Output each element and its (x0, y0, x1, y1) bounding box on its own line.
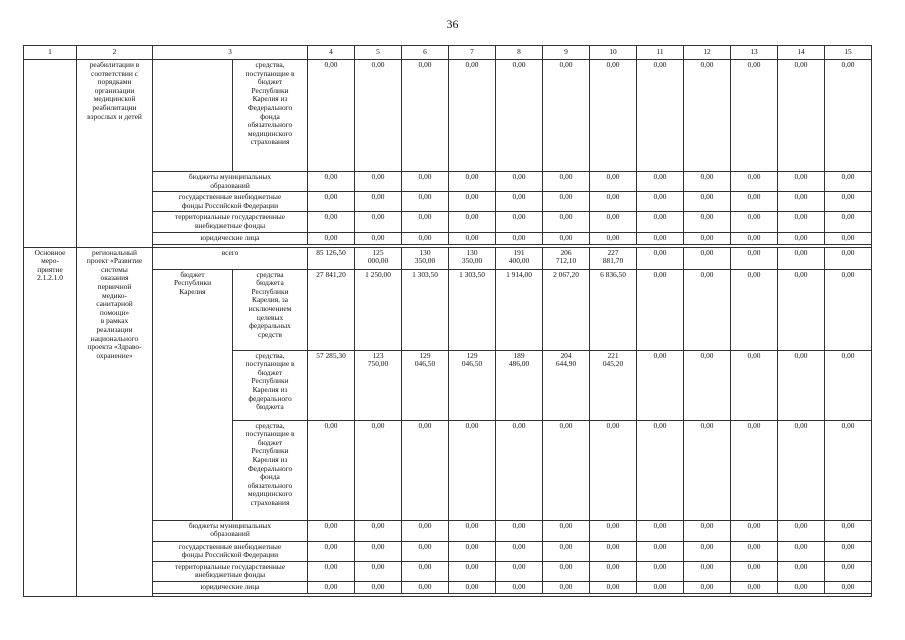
value-cell: 0,00 (449, 172, 496, 192)
value-cell: 0,00 (778, 247, 825, 269)
value-cell: 0,00 (496, 172, 543, 192)
value-cell: 0,00 (825, 520, 872, 541)
value-cell: 0,00 (590, 192, 637, 212)
value-cell: 129 046,50 (402, 350, 449, 420)
value-cell: 0,00 (684, 520, 731, 541)
value-cell: 0,00 (825, 172, 872, 192)
value-cell: 0,00 (449, 581, 496, 593)
value-cell: 0,00 (731, 172, 778, 192)
value-cell: 125 000,00 (355, 247, 402, 269)
value-cell: 1 914,00 (496, 269, 543, 350)
value-cell: 0,00 (590, 60, 637, 172)
empty-cell (153, 60, 233, 172)
measure-name: реабилитации в соответствии с порядками организации медицинской реабилитации взрослых и детей (77, 60, 153, 248)
value-cell: 123 750,00 (355, 350, 402, 420)
value-cell: 1 303,50 (449, 269, 496, 350)
value-cell: 0,00 (825, 232, 872, 244)
value-cell: 191 400,00 (496, 247, 543, 269)
value-cell: 0,00 (637, 581, 684, 593)
value-cell: 0,00 (402, 520, 449, 541)
value-cell: 0,00 (543, 520, 590, 541)
value-cell: 0,00 (355, 520, 402, 541)
value-cell: 0,00 (825, 247, 872, 269)
value-cell: 0,00 (684, 212, 731, 232)
value-cell: 0,00 (637, 60, 684, 172)
value-cell: 0,00 (778, 541, 825, 561)
value-cell: 0,00 (825, 212, 872, 232)
value-cell: 0,00 (825, 269, 872, 350)
value-cell: 0,00 (637, 541, 684, 561)
value-cell: 0,00 (590, 541, 637, 561)
value-cell: 0,00 (778, 581, 825, 593)
value-cell: 129 046,50 (449, 350, 496, 420)
empty-cell (153, 593, 872, 596)
source-label: средства бюджета Республики Карелия, за исключением целевых федеральных средств (233, 269, 308, 350)
value-cell: 0,00 (590, 420, 637, 520)
empty-cell (24, 60, 77, 248)
value-cell: 0,00 (825, 581, 872, 593)
value-cell: 0,00 (355, 192, 402, 212)
value-cell: 0,00 (355, 172, 402, 192)
value-cell: 0,00 (355, 232, 402, 244)
column-header: 10 (590, 46, 637, 60)
value-cell: 0,00 (402, 60, 449, 172)
column-header: 2 (77, 46, 153, 60)
value-cell: 204 644,90 (543, 350, 590, 420)
value-cell: 0,00 (778, 192, 825, 212)
value-cell: 0,00 (496, 232, 543, 244)
value-cell: 0,00 (778, 269, 825, 350)
value-cell: 0,00 (449, 60, 496, 172)
budget-table (23, 45, 872, 597)
value-cell: 0,00 (731, 269, 778, 350)
value-cell: 0,00 (731, 60, 778, 172)
value-cell: 0,00 (449, 212, 496, 232)
value-cell: 0,00 (825, 350, 872, 420)
value-cell: 0,00 (496, 192, 543, 212)
value-cell: 0,00 (308, 212, 355, 232)
source-label: территориальные государственные внебюджетные фонды (153, 561, 308, 581)
value-cell: 0,00 (731, 247, 778, 269)
value-cell: 0,00 (731, 212, 778, 232)
value-cell: 57 285,30 (308, 350, 355, 420)
value-cell: 0,00 (684, 60, 731, 172)
column-header: 1 (24, 46, 77, 60)
column-header: 13 (731, 46, 778, 60)
value-cell: 0,00 (637, 212, 684, 232)
value-cell: 0,00 (402, 232, 449, 244)
value-cell: 0,00 (543, 561, 590, 581)
value-cell: 0,00 (308, 192, 355, 212)
value-cell: 0,00 (402, 192, 449, 212)
table-row (24, 60, 872, 172)
column-header: 3 (153, 46, 308, 60)
column-header: 15 (825, 46, 872, 60)
value-cell: 0,00 (637, 520, 684, 541)
value-cell: 0,00 (449, 541, 496, 561)
value-cell: 0,00 (308, 581, 355, 593)
value-cell: 0,00 (449, 192, 496, 212)
column-header: 11 (637, 46, 684, 60)
value-cell: 0,00 (684, 232, 731, 244)
value-cell: 130 350,00 (402, 247, 449, 269)
value-cell: 0,00 (308, 232, 355, 244)
value-cell: 27 841,20 (308, 269, 355, 350)
value-cell: 227 881,70 (590, 247, 637, 269)
value-cell: 0,00 (496, 520, 543, 541)
value-cell: 0,00 (825, 420, 872, 520)
value-cell: 0,00 (778, 520, 825, 541)
value-cell: 0,00 (731, 541, 778, 561)
value-cell: 0,00 (731, 350, 778, 420)
value-cell: 0,00 (778, 350, 825, 420)
header-row (24, 46, 872, 60)
value-cell: 0,00 (731, 520, 778, 541)
value-cell: 0,00 (684, 269, 731, 350)
value-cell: 0,00 (778, 420, 825, 520)
value-cell: 0,00 (825, 192, 872, 212)
value-cell: 0,00 (543, 60, 590, 172)
source-label: государственные внебюджетные фонды Российской Федерации (153, 192, 308, 212)
source-label: всего (153, 247, 308, 269)
value-cell: 0,00 (637, 192, 684, 212)
value-cell: 0,00 (355, 420, 402, 520)
value-cell: 0,00 (543, 541, 590, 561)
value-cell: 0,00 (731, 232, 778, 244)
value-cell: 1 303,50 (402, 269, 449, 350)
value-cell: 0,00 (684, 581, 731, 593)
value-cell: 0,00 (778, 172, 825, 192)
value-cell: 0,00 (731, 561, 778, 581)
value-cell: 0,00 (496, 420, 543, 520)
column-header: 14 (778, 46, 825, 60)
value-cell: 0,00 (825, 561, 872, 581)
value-cell: 0,00 (355, 581, 402, 593)
value-cell: 0,00 (778, 232, 825, 244)
value-cell: 0,00 (355, 212, 402, 232)
source-label: бюджет Республики Карелия (153, 269, 233, 520)
value-cell: 0,00 (308, 541, 355, 561)
value-cell: 130 350,00 (449, 247, 496, 269)
value-cell: 0,00 (308, 520, 355, 541)
value-cell: 206 712,10 (543, 247, 590, 269)
source-label: бюджеты муниципальных образований (153, 520, 308, 541)
value-cell: 0,00 (308, 60, 355, 172)
value-cell: 0,00 (402, 541, 449, 561)
value-cell: 0,00 (543, 420, 590, 520)
value-cell: 0,00 (590, 561, 637, 581)
source-label: средства, поступающие в бюджет Республики Карелия из Федерального фонда обязательного медицинского страхования (233, 60, 308, 172)
value-cell: 0,00 (637, 350, 684, 420)
value-cell: 0,00 (355, 561, 402, 581)
value-cell: 0,00 (825, 541, 872, 561)
value-cell: 0,00 (402, 212, 449, 232)
value-cell: 0,00 (825, 60, 872, 172)
value-cell: 0,00 (637, 269, 684, 350)
table-row (24, 247, 872, 269)
value-cell: 0,00 (778, 212, 825, 232)
value-cell: 0,00 (449, 420, 496, 520)
value-cell: 0,00 (496, 60, 543, 172)
value-cell: 0,00 (684, 541, 731, 561)
source-label: юридические лица (153, 232, 308, 244)
value-cell: 0,00 (637, 561, 684, 581)
source-label: бюджеты муниципальных образований (153, 172, 308, 192)
value-cell: 0,00 (778, 60, 825, 172)
value-cell: 0,00 (590, 172, 637, 192)
value-cell: 0,00 (449, 561, 496, 581)
source-label: средства, поступающие в бюджет Республики Карелия из федерального бюджета (233, 350, 308, 420)
value-cell: 0,00 (402, 420, 449, 520)
value-cell: 189 486,00 (496, 350, 543, 420)
value-cell: 6 836,50 (590, 269, 637, 350)
column-header: 4 (308, 46, 355, 60)
value-cell: 0,00 (637, 420, 684, 520)
value-cell: 0,00 (496, 561, 543, 581)
value-cell: 0,00 (637, 247, 684, 269)
value-cell: 0,00 (496, 541, 543, 561)
value-cell: 0,00 (308, 172, 355, 192)
value-cell: 0,00 (684, 350, 731, 420)
value-cell: 0,00 (308, 561, 355, 581)
value-cell: 0,00 (684, 247, 731, 269)
value-cell: 0,00 (684, 172, 731, 192)
value-cell: 0,00 (449, 232, 496, 244)
value-cell: 0,00 (731, 581, 778, 593)
value-cell: 2 067,20 (543, 269, 590, 350)
value-cell: 0,00 (778, 561, 825, 581)
value-cell: 0,00 (684, 561, 731, 581)
value-cell: 0,00 (543, 581, 590, 593)
column-header: 12 (684, 46, 731, 60)
value-cell: 0,00 (543, 232, 590, 244)
measure-name: региональный проект «Развитие системы оказания первичной медико- санитарной помощи» в рамках реализации национального проекта «Здраво- охранение» (77, 247, 153, 596)
value-cell: 0,00 (684, 192, 731, 212)
value-cell: 0,00 (590, 581, 637, 593)
source-label: юридические лица (153, 581, 308, 593)
column-header: 8 (496, 46, 543, 60)
value-cell: 0,00 (731, 420, 778, 520)
value-cell: 0,00 (402, 581, 449, 593)
page-number: 36 (446, 17, 459, 31)
measure-code: Основное меро- приятие 2.1.2.1.0 (24, 247, 77, 596)
value-cell: 0,00 (590, 212, 637, 232)
value-cell: 0,00 (590, 520, 637, 541)
value-cell: 0,00 (402, 172, 449, 192)
source-label: территориальные государственные внебюджетные фонды (153, 212, 308, 232)
value-cell: 0,00 (590, 232, 637, 244)
value-cell: 0,00 (355, 541, 402, 561)
value-cell: 0,00 (543, 172, 590, 192)
value-cell: 0,00 (637, 232, 684, 244)
value-cell: 0,00 (449, 520, 496, 541)
source-label: средства, поступающие в бюджет Республики Карелия из Федерального фонда обязательного медицинского страхования (233, 420, 308, 520)
value-cell: 221 045,20 (590, 350, 637, 420)
value-cell: 0,00 (637, 172, 684, 192)
value-cell: 1 250,00 (355, 269, 402, 350)
value-cell: 0,00 (543, 212, 590, 232)
column-header: 7 (449, 46, 496, 60)
value-cell: 0,00 (731, 192, 778, 212)
column-header: 5 (355, 46, 402, 60)
value-cell: 0,00 (684, 420, 731, 520)
column-header: 6 (402, 46, 449, 60)
value-cell: 0,00 (496, 212, 543, 232)
value-cell: 85 126,50 (308, 247, 355, 269)
source-label: государственные внебюджетные фонды Российской Федерации (153, 541, 308, 561)
column-header: 9 (543, 46, 590, 60)
value-cell: 0,00 (355, 60, 402, 172)
value-cell: 0,00 (496, 581, 543, 593)
value-cell: 0,00 (402, 561, 449, 581)
value-cell: 0,00 (308, 420, 355, 520)
value-cell: 0,00 (543, 192, 590, 212)
